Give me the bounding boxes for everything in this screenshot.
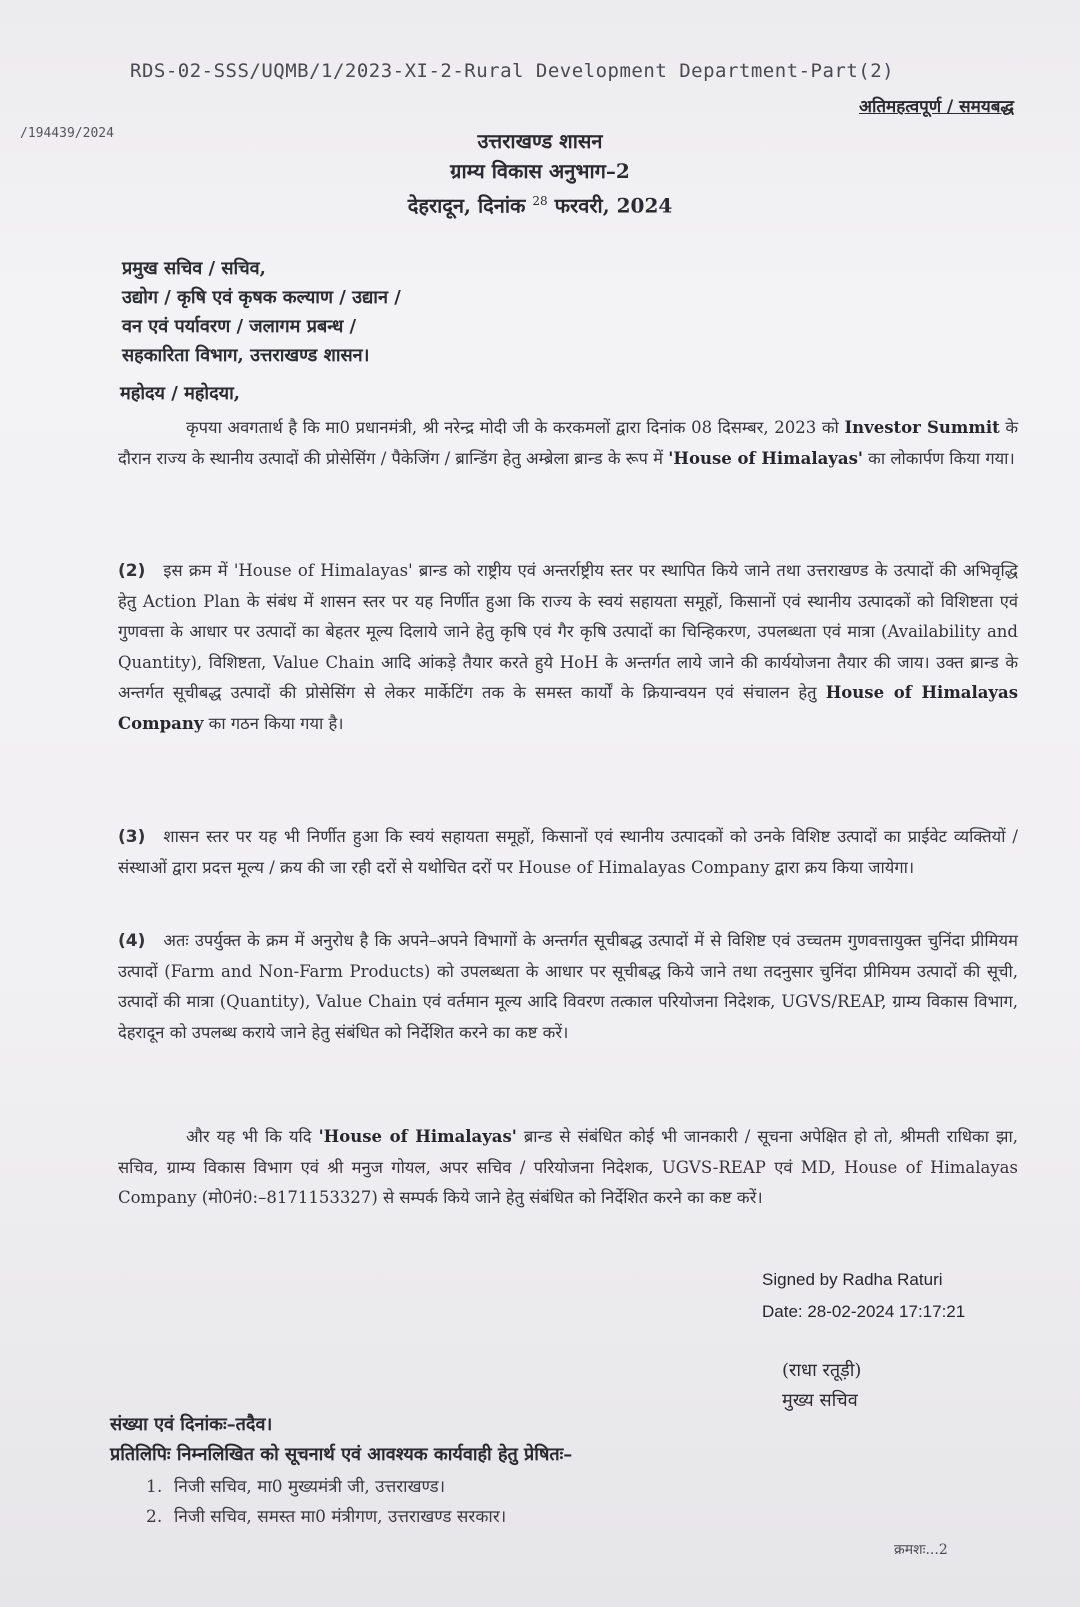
paragraph-2: [118, 556, 1018, 739]
paragraph-1-text-2: के दौरान राज्य के स्थानीय उत्पादों की प्रोसेसिंग / पैकेजिंग / ब्रान्डिंग हेतु अम्ब्रेला ब्रान्ड के रूप में: [118, 418, 1019, 468]
addressee-line: उद्योग / कृषि एवं कृषक कल्याण / उद्यान /: [122, 287, 401, 308]
paragraph-1: [118, 413, 1018, 474]
list-number: 2.: [146, 1507, 163, 1527]
list-number: 1.: [146, 1477, 163, 1497]
paragraph-1-text-3: का लोकार्पण किया गया।: [862, 448, 1015, 468]
date-day: 28: [532, 194, 548, 208]
signature-date: Date: 28-02-2024 17:17:21: [762, 1302, 966, 1321]
addressee-line: प्रमुख सचिव / सचिव,: [122, 258, 266, 279]
paragraph-number: (3): [118, 827, 146, 847]
paragraph-2-text-2: का गठन किया गया है।: [203, 713, 344, 733]
paragraph-number: (2): [118, 561, 146, 581]
government-name: उत्तराखण्ड शासन: [477, 129, 603, 153]
diary-number: /194439/2024: [20, 126, 114, 141]
priority-mark: अतिमहत्वपूर्ण / समयबद्ध: [858, 97, 1014, 117]
continued-mark: क्रमशः...2: [894, 1542, 948, 1558]
copy-list: [146, 1472, 506, 1532]
brand-name-text: 'House of Himalayas': [668, 448, 863, 468]
company-name-text: House of Himalayas Company: [118, 683, 1018, 733]
addressee-line: सहकारिता विभाग, उत्तराखण्ड शासन।: [122, 345, 370, 366]
section-name: ग्राम्य विकास अनुभाग–2: [450, 159, 630, 183]
paragraph-3-text: शासन स्तर पर यह भी निर्णीत हुआ कि स्वयं सहायता समूहों, किसानों एवं स्थानीय उत्पादकों को उनके विशिष्ट उत्पादों का प्राईवेट व्यक्तियों / संस्थाओं द्वारा प्रदत्त मूल्य / क्रय की जा रही दरों से यथोचित दरों पर House of Himalayas Company द्वारा क्रय किया जायेगा।: [118, 827, 1018, 877]
list-text: निजी सचिव, मा0 मुख्यमंत्री जी, उत्तराखण्ड।: [174, 1477, 446, 1497]
salutation: महोदय / महोदया,: [120, 383, 240, 404]
paragraph-2-text: इस क्रम में 'House of Himalayas' ब्रान्ड को राष्ट्रीय एवं अन्तर्राष्ट्रीय स्तर पर स्थापित किये जाने तथा उत्तराखण्ड के उत्पादों की अभिवृद्धि हेतु Action Plan के संबंध में शासन स्तर पर यह निर्णीत हुआ कि राज्य के स्वयं सहायता समूहों, किसानों एवं स्थानीय उत्पादकों को विशिष्टता एवं गुणवत्ता के आधार पर उत्पादों का बेहतर मूल्य दिलाये जाने हेतु कृषि एवं गैर कृषि उत्पादों का चिन्हिकरण, उपलब्धता एवं मात्रा (Availability and Quantity), विशिष्टता, Value Chain आदि आंकड़े तैयार करते हुये HoH के अन्तर्गत लाये जाने की कार्ययोजना तैयार की जाय। उक्त ब्रान्ड के अन्तर्गत सूचीबद्ध उत्पादों की प्रोसेसिंग से लेकर मार्केटिंग तक के समस्त कार्यों के क्रियान्वयन एवं संचालन हेतु: [118, 561, 1018, 702]
addressee-block: [122, 254, 401, 370]
list-text: निजी सचिव, समस्त मा0 मंत्रीगण, उत्तराखण्ड सरकार।: [174, 1507, 507, 1527]
list-item: [146, 1502, 506, 1532]
digital-signature: [762, 1264, 965, 1328]
date-suffix: फरवरी, 2024: [554, 193, 673, 218]
signatory: [782, 1356, 861, 1416]
file-reference: RDS-02-SSS/UQMB/1/2023-XI-2-Rural Development Department-Part(2): [130, 60, 895, 82]
copy-heading: प्रतिलिपिः निम्नलिखित को सूचनार्थ एवं आवश्यक कार्यवाही हेतु प्रेषितः–: [110, 1444, 573, 1465]
brand-name-text: 'House of Himalayas': [318, 1127, 517, 1146]
paragraph-3: [118, 822, 1018, 883]
signatory-name: (राधा रतूड़ी): [782, 1360, 862, 1381]
reference-line: संख्या एवं दिनांकः–तदैव।: [110, 1414, 273, 1435]
list-item: [146, 1472, 506, 1502]
paragraph-4: [118, 926, 1018, 1048]
paragraph-5-text: और यह भी कि यदि: [186, 1127, 319, 1146]
paragraph-1-text: कृपया अवगतार्थ है कि मा0 प्रधानमंत्री, श्री नरेन्द्र मोदी जी के करकमलों द्वारा दिनांक 08 दिसम्बर, 2023 को: [186, 418, 845, 437]
letter-date: [0, 186, 1080, 221]
addressee-line: वन एवं पर्यावरण / जलागम प्रबन्ध /: [122, 316, 357, 337]
paragraph-number: (4): [118, 931, 146, 951]
date-prefix: देहरादून, दिनांक: [407, 193, 526, 218]
paragraph-4-text: अतः उपर्युक्त के क्रम में अनुरोध है कि अपने–अपने विभागों के अन्तर्गत सूचीबद्ध उत्पादों में से विशिष्ट एवं उच्चतम गुणवत्तायुक्त चुनिंदा प्रीमियम उत्पादों (Farm and Non-Farm Products) को उपलब्धता के आधार पर सूचीबद्ध किये जाने तथा तदनुसार चुनिंदा प्रीमियम उत्पादों की सूची, उत्पादों की मात्रा (Quantity), Value Chain एवं वर्तमान मूल्य आदि विवरण तत्काल परियोजना निदेशक, UGVS/REAP, ग्राम्य विकास विभाग, देहरादून को उपलब्ध कराये जाने हेतु संबंधित को निर्देशित करने का कष्ट करें।: [118, 931, 1018, 1042]
paragraph-5-text-2: ब्रान्ड से संबंधित कोई भी जानकारी / सूचना अपेक्षित हो तो, श्रीमती राधिका झा, सचिव, ग्राम्य विकास विभाग एवं श्री मनुज गोयल, अपर सचिव / परियोजना निदेशक, UGVS-REAP एवं MD, House of Himalayas Company (मो0नं0:–8171153327) से सम्पर्क किये जाने हेतु संबंधित को निर्देशित करने का कष्ट करें।: [118, 1127, 1018, 1207]
paragraph-5: [118, 1122, 1018, 1214]
signed-by: Signed by Radha Raturi: [762, 1270, 943, 1289]
investor-summit-text: Investor Summit: [844, 418, 1000, 437]
letter-heading: [0, 126, 1080, 221]
signatory-designation: मुख्य सचिव: [782, 1390, 858, 1411]
